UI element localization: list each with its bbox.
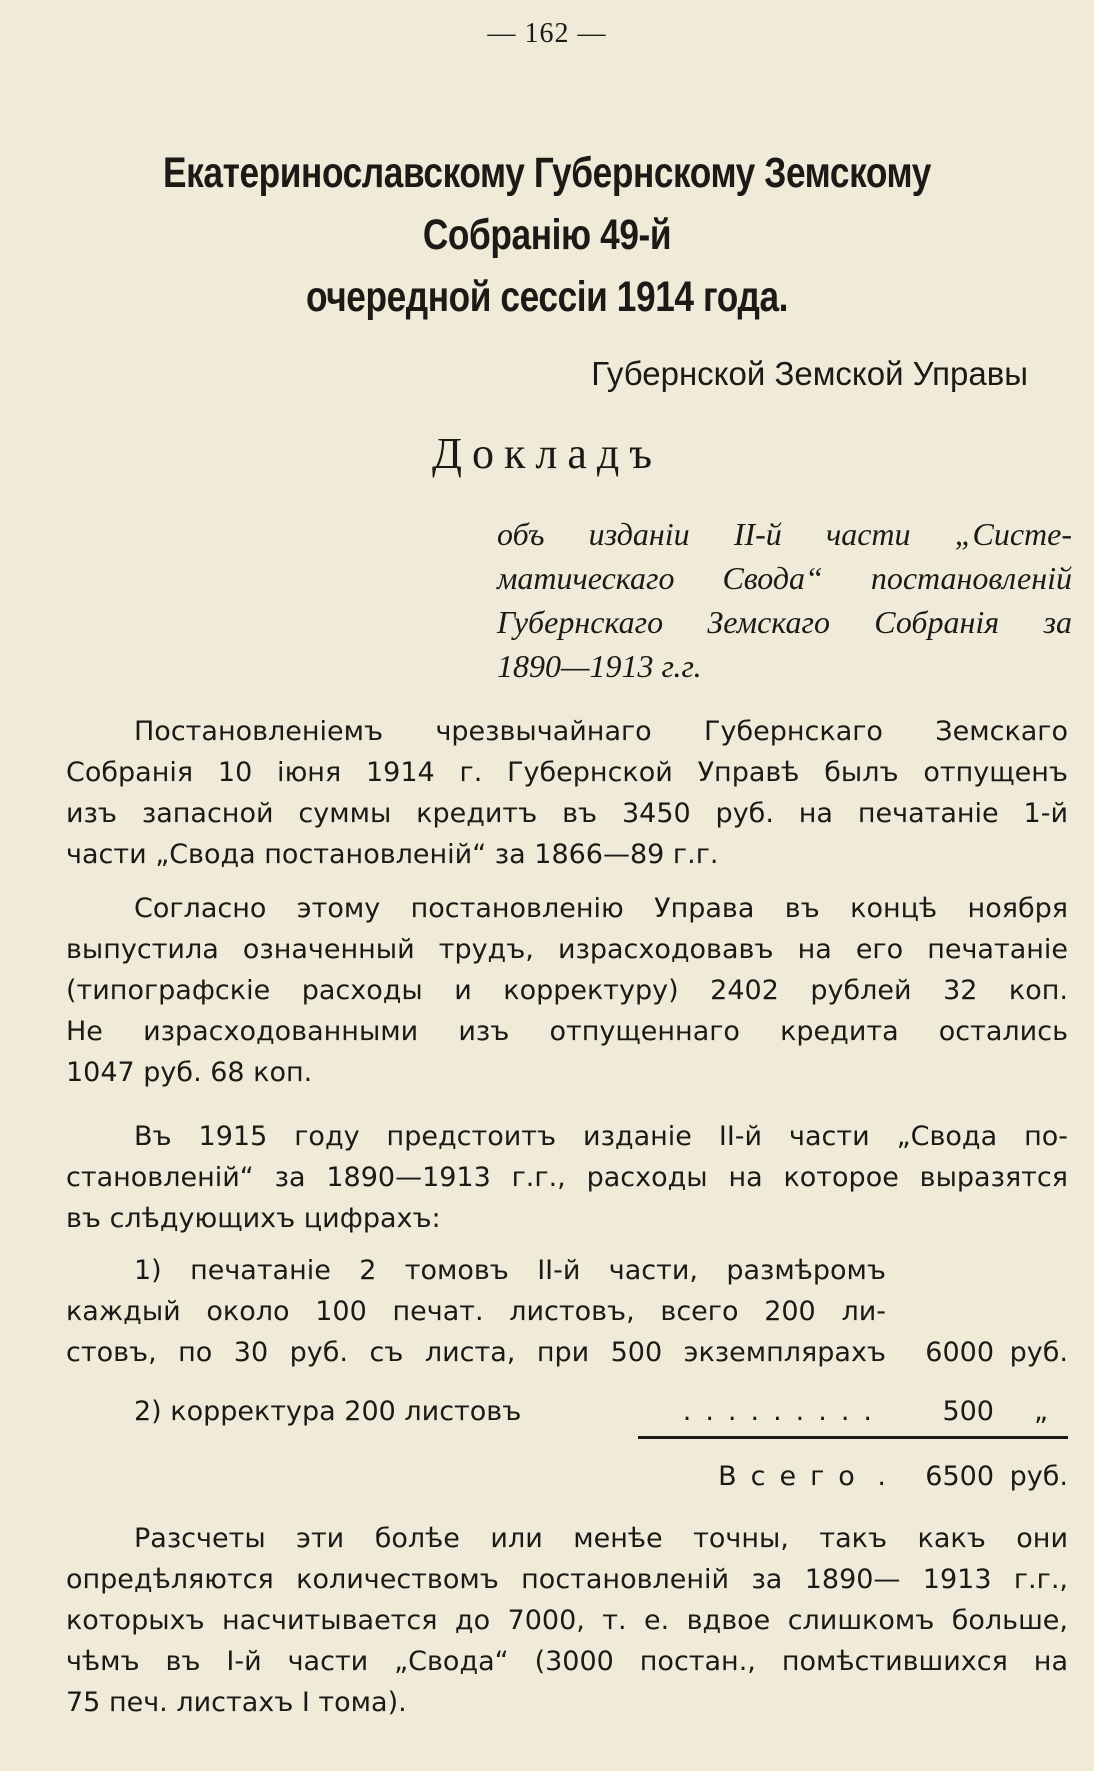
expense-label: 2) корректура 200 листовъ	[134, 1396, 522, 1427]
paragraph-line: Не израсходованными изъ отпущеннаго кредита остались	[66, 1016, 1068, 1047]
total-currency: руб.	[1009, 1461, 1068, 1492]
paragraph-1	[66, 711, 1068, 875]
issuing-authority: Губернской Земской Управы	[591, 355, 1028, 392]
expense-item-2	[66, 1391, 1068, 1432]
paragraph-line: Въ 1915 году предстоитъ изданіе II-й части „Свода по-	[134, 1121, 1068, 1152]
paragraph-line: становленій“ за 1890—1913 г.г., расходы на которое выразятся	[66, 1162, 1068, 1193]
paragraph-line: выпустила означенный трудъ, израсходовавъ на его печатаніе	[66, 934, 1068, 965]
expense-item-1	[66, 1250, 1068, 1373]
paragraph-2	[66, 888, 1068, 1093]
expense-line: стовъ, по 30 руб. съ листа, при 500 экземплярахъ	[66, 1337, 886, 1368]
expense-amount: 500	[942, 1396, 994, 1427]
expense-amount: 6000	[925, 1337, 994, 1368]
expense-line: каждый около 100 печат. листовъ, всего 200 ли-	[66, 1296, 886, 1327]
paragraph-line: которыхъ насчитывается до 7000, т. е. вдвое слишкомъ больше,	[66, 1605, 1068, 1636]
paragraph-line: 75 печ. листахъ I тома).	[66, 1687, 407, 1718]
total-label: Всего	[718, 1461, 869, 1492]
report-subject	[497, 512, 1072, 688]
sum-divider	[638, 1436, 1068, 1439]
leader-dots: .........	[682, 1396, 886, 1427]
report-heading: Докладъ	[431, 429, 662, 478]
total-amount: 6500	[925, 1461, 994, 1492]
paragraph-line: чѣмъ въ I-й части „Свода“ (3000 постан., помѣстившихся на	[66, 1646, 1068, 1677]
subject-line: 1890—1913 г.г.	[497, 648, 702, 684]
expense-line: 1) печатаніе 2 томовъ II-й части, размѣромъ	[134, 1255, 886, 1286]
paragraph-line: Собранія 10 іюня 1914 г. Губернской Управѣ былъ отпущенъ	[66, 757, 1068, 788]
paragraph-3	[66, 1116, 1068, 1239]
subject-line: матическаго Свода“ постановленій	[497, 560, 1072, 596]
paragraph-4	[66, 1518, 1068, 1723]
paragraph-line: въ слѣдующихъ цифрахъ:	[66, 1203, 441, 1234]
title-line: Екатеринославскому Губернскому Земскому Собранію 49-й	[163, 149, 931, 259]
document-title	[148, 142, 947, 328]
paragraph-line: 1047 руб. 68 коп.	[66, 1057, 313, 1088]
paragraph-line: Разсчеты эти болѣе или менѣе точны, такъ какъ они	[134, 1523, 1068, 1554]
paragraph-line: части „Свода постановленій“ за 1866—89 г.г.	[66, 839, 719, 870]
title-line: очередной сессіи 1914 года.	[305, 273, 789, 321]
paragraph-line: изъ запасной суммы кредитъ въ 3450 руб. на печатаніе 1-й	[66, 798, 1068, 829]
paragraph-line: Постановленіемъ чрезвычайнаго Губернскаго Земскаго	[134, 716, 1068, 747]
page-number: — 162 —	[487, 18, 607, 49]
expense-line	[66, 1391, 886, 1432]
total-label-group	[66, 1456, 886, 1497]
subject-line: Губернскаго Земскаго Собранія за	[497, 604, 1072, 640]
total-separator: .	[877, 1461, 886, 1492]
paragraph-line: (типографскіе расходы и корректуру) 2402 рублей 32 коп.	[66, 975, 1068, 1006]
expense-total	[66, 1456, 1068, 1497]
paragraph-line: опредѣляются количествомъ постановленій за 1890— 1913 г.г.,	[66, 1564, 1068, 1595]
subject-line: объ изданіи II-й части „Систе-	[497, 516, 1072, 552]
expense-currency: руб.	[1009, 1337, 1068, 1368]
expense-currency: „	[1034, 1396, 1048, 1427]
paragraph-line: Согласно этому постановленію Управа въ концѣ ноября	[134, 893, 1068, 924]
